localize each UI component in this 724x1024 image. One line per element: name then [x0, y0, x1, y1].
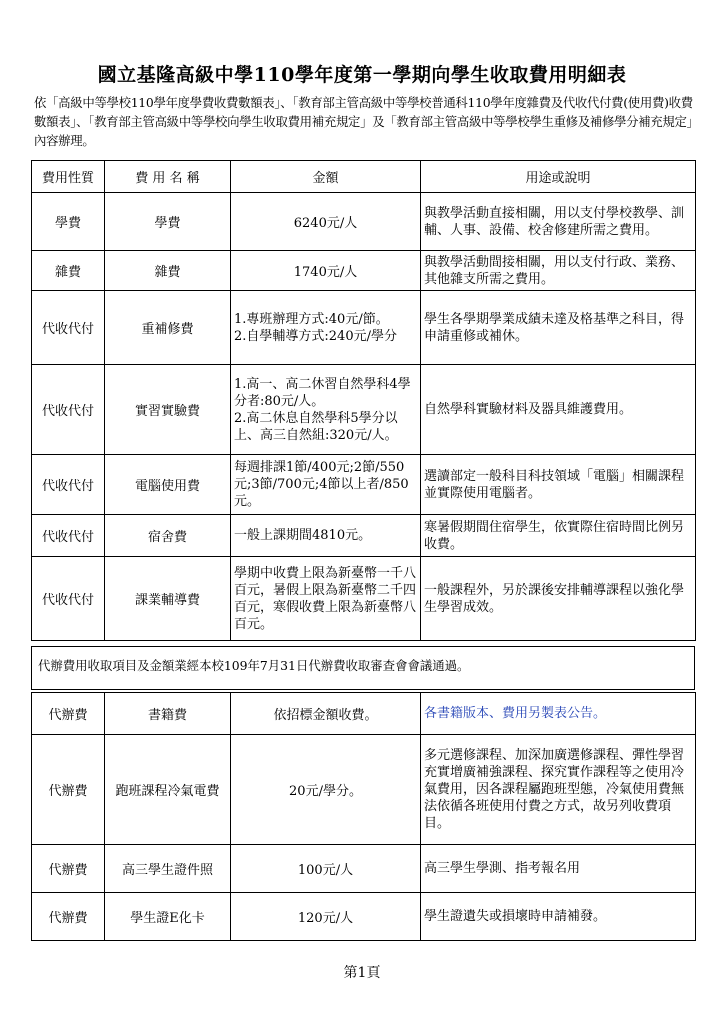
cell-desc: 一般課程外，另於課後安排輔導課程以強化學生學習成效。	[421, 557, 696, 641]
cell-type: 代收代付	[32, 515, 105, 557]
cell-amount: 100元/人	[231, 845, 421, 893]
cell-type: 代辦費	[32, 693, 105, 735]
cell-desc: 與教學活動直接相關，用以支付學校教學、訓輔、人事、設備、校舍修建所需之費用。	[421, 193, 696, 251]
table-row	[32, 845, 696, 893]
cell-name: 雜費	[105, 251, 231, 291]
page-title: 國立基隆高級中學110學年度第一學期向學生收取費用明細表	[97, 64, 627, 86]
header-desc: 用途或說明	[421, 161, 696, 193]
table-row	[32, 693, 696, 735]
table-row	[32, 251, 696, 291]
cell-name: 學費	[105, 193, 231, 251]
table-row	[32, 193, 696, 251]
cell-amount: 120元/人	[231, 893, 421, 941]
cell-amount: 6240元/人	[231, 193, 421, 251]
page-number: 第1頁	[343, 965, 381, 981]
cell-desc: 選讀部定一般科目科技領域「電腦」相關課程並實際使用電腦者。	[421, 455, 696, 515]
cell-amount: 學期中收費上限為新臺幣一千八百元，暑假上限為新臺幣二千四百元，寒假收費上限為新臺幣八百元。	[231, 557, 421, 641]
cell-amount: 1.專班辦理方式:40元/節。 2.自學輔導方式:240元/學分	[231, 291, 421, 365]
header-name: 費 用 名 稱	[105, 161, 231, 193]
cell-type: 代收代付	[32, 455, 105, 515]
table-row	[32, 291, 696, 365]
table-row	[32, 557, 696, 641]
cell-type: 雜費	[32, 251, 105, 291]
cell-type: 代辦費	[32, 735, 105, 845]
cell-name: 實習實驗費	[105, 365, 231, 455]
cell-desc: 學生證遺失或損壞時申請補發。	[421, 893, 696, 941]
cell-type: 代收代付	[32, 557, 105, 641]
cell-desc: 多元選修課程、加深加廣選修課程、彈性學習充實增廣補強課程、探究實作課程等之使用冷氣費用，因各課程屬跑班型態，冷氣使用費無法依循各班使用付費之方式，故另列收費項目。	[421, 735, 696, 845]
cell-name: 書籍費	[105, 693, 231, 735]
agency-fee-table	[31, 692, 696, 941]
table-row	[32, 893, 696, 941]
fee-table	[31, 160, 696, 641]
cell-type: 代辦費	[32, 845, 105, 893]
cell-name: 課業輔導費	[105, 557, 231, 641]
table-row	[32, 735, 696, 845]
cell-amount: 一般上課期間4810元。	[231, 515, 421, 557]
cell-name: 學生證E化卡	[105, 893, 231, 941]
cell-name: 高三學生證件照	[105, 845, 231, 893]
cell-desc: 各書籍版本、費用另製表公告。	[421, 693, 696, 735]
cell-amount: 1.高一、高二休習自然學科4學分者:80元/人。 2.高二休息自然學科5學分以上、高三自然組:320元/人。	[231, 365, 421, 455]
cell-name: 跑班課程冷氣電費	[105, 735, 231, 845]
cell-amount: 依招標金額收費。	[231, 693, 421, 735]
cell-desc: 學生各學期學業成績未達及格基準之科目，得申請重修或補休。	[421, 291, 696, 365]
cell-desc: 自然學科實驗材料及器具維護費用。	[421, 365, 696, 455]
cell-amount: 每週排課1節/400元;2節/550元;3節/700元;4節以上者/850元。	[231, 455, 421, 515]
cell-type: 代收代付	[32, 365, 105, 455]
table-row	[32, 365, 696, 455]
cell-amount: 1740元/人	[231, 251, 421, 291]
table-row	[32, 515, 696, 557]
cell-desc: 寒暑假期間住宿學生，依實際住宿時間比例另收費。	[421, 515, 696, 557]
table-header-row	[32, 161, 696, 193]
header-type: 費用性質	[32, 161, 105, 193]
header-amount: 金額	[231, 161, 421, 193]
table-row	[32, 455, 696, 515]
cell-type: 學費	[32, 193, 105, 251]
cell-type: 代辦費	[32, 893, 105, 941]
cell-desc: 與教學活動間接相關，用以支付行政、業務、其他雜支所需之費用。	[421, 251, 696, 291]
cell-type: 代收代付	[32, 291, 105, 365]
intro-paragraph: 依「高級中等學校110學年度學費收費數額表」、「教育部主管高級中等學校普通科110學年度雜費及代收代付費(使用費)收費數額表」、「教育部主管高級中等學校向學生收取費用補充規定」及「教育部主管高級中等學校學生重修及補修學分補充規定」內容辦理。	[34, 95, 693, 148]
cell-desc: 高三學生學測、指考報名用	[421, 845, 696, 893]
cell-name: 宿舍費	[105, 515, 231, 557]
cell-name: 重補修費	[105, 291, 231, 365]
cell-name: 電腦使用費	[105, 455, 231, 515]
approval-note: 代辦費用收取項目及金額業經本校109年7月31日代辦費收取審查會會議通過。	[31, 646, 695, 690]
cell-amount: 20元/學分。	[231, 735, 421, 845]
